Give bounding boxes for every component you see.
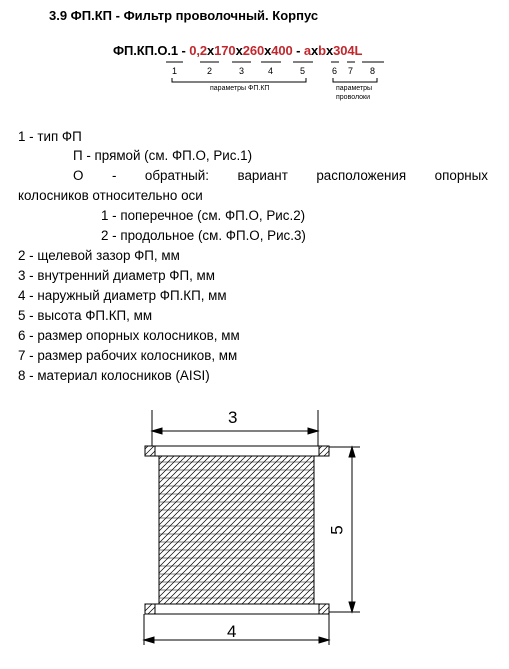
legend-item-1-sub-1: П - прямой (см. ФП.О, Рис.1) <box>73 148 253 163</box>
legend-item-6: 6 - размер опорных колосников, мм <box>18 328 240 343</box>
legend-item-1-sub-2 <box>73 166 488 185</box>
word: опорных <box>434 168 488 183</box>
index-8: 8 <box>370 66 376 76</box>
code-part: 260 <box>242 43 265 58</box>
word: расположения <box>316 168 407 183</box>
word: О <box>73 168 84 183</box>
code-part: х <box>311 43 319 58</box>
code-part: 400 <box>271 43 293 58</box>
legend-item-8: 8 - материал колосников (AISI) <box>18 368 210 383</box>
code-part: 304L <box>333 43 363 58</box>
legend-item-7: 7 - размер рабочих колосников, мм <box>18 348 238 363</box>
group-label-fp: параметры ФП.КП <box>210 85 270 92</box>
code-part: х <box>326 43 334 58</box>
group-label-wire-1: параметры <box>336 85 373 92</box>
code-part: х <box>235 43 243 58</box>
index-6: 6 <box>332 66 338 76</box>
dimension-label-outer-diameter: 4 <box>227 622 237 641</box>
code-part: - <box>292 43 304 58</box>
designation-index-lines <box>0 0 509 110</box>
filter-drawing <box>0 395 509 669</box>
legend-item-2: 2 - щелевой зазор ФП, мм <box>18 248 180 263</box>
code-part: а <box>303 43 312 58</box>
code-part: х <box>207 43 215 58</box>
legend-item-1: 1 - тип ФП <box>18 129 82 144</box>
index-7: 7 <box>348 66 354 76</box>
code-part: х <box>264 43 272 58</box>
index-3: 3 <box>239 66 245 76</box>
word: обратный: <box>144 168 209 183</box>
dimension-label-height: 5 <box>327 525 347 535</box>
dimension-label-inner-diameter: 3 <box>228 408 238 427</box>
code-part: 170 <box>214 43 236 58</box>
filter-body <box>145 446 329 614</box>
index-2: 2 <box>207 66 213 76</box>
legend-item-1-opt-2: 2 - продольное (см. ФП.О, Рис.3) <box>101 228 306 243</box>
legend-item-3: 3 - внутренний диаметр ФП, мм <box>18 268 215 283</box>
legend-item-1-opt-1: 1 - поперечное (см. ФП.О, Рис.2) <box>101 208 306 223</box>
code-part: 0,2 <box>189 43 208 58</box>
index-4: 4 <box>268 66 274 76</box>
code-part: b <box>318 43 327 58</box>
code-part: ФП.КП.О.1 - <box>113 43 190 58</box>
word: - <box>111 168 117 183</box>
legend-item-5: 5 - высота ФП.КП, мм <box>18 308 153 323</box>
dimension-bottom <box>144 614 329 645</box>
legend-item-1-sub-2-cont: колосников относительно оси <box>18 188 203 203</box>
legend-item-4: 4 - наружный диаметр ФП.КП, мм <box>18 288 227 303</box>
word: вариант <box>237 168 288 183</box>
index-5: 5 <box>300 66 306 76</box>
index-1: 1 <box>172 66 178 76</box>
group-label-wire-2: проволоки <box>336 94 370 101</box>
section-title: 3.9 ФП.КП - Фильтр проволочный. Корпус <box>49 8 319 23</box>
